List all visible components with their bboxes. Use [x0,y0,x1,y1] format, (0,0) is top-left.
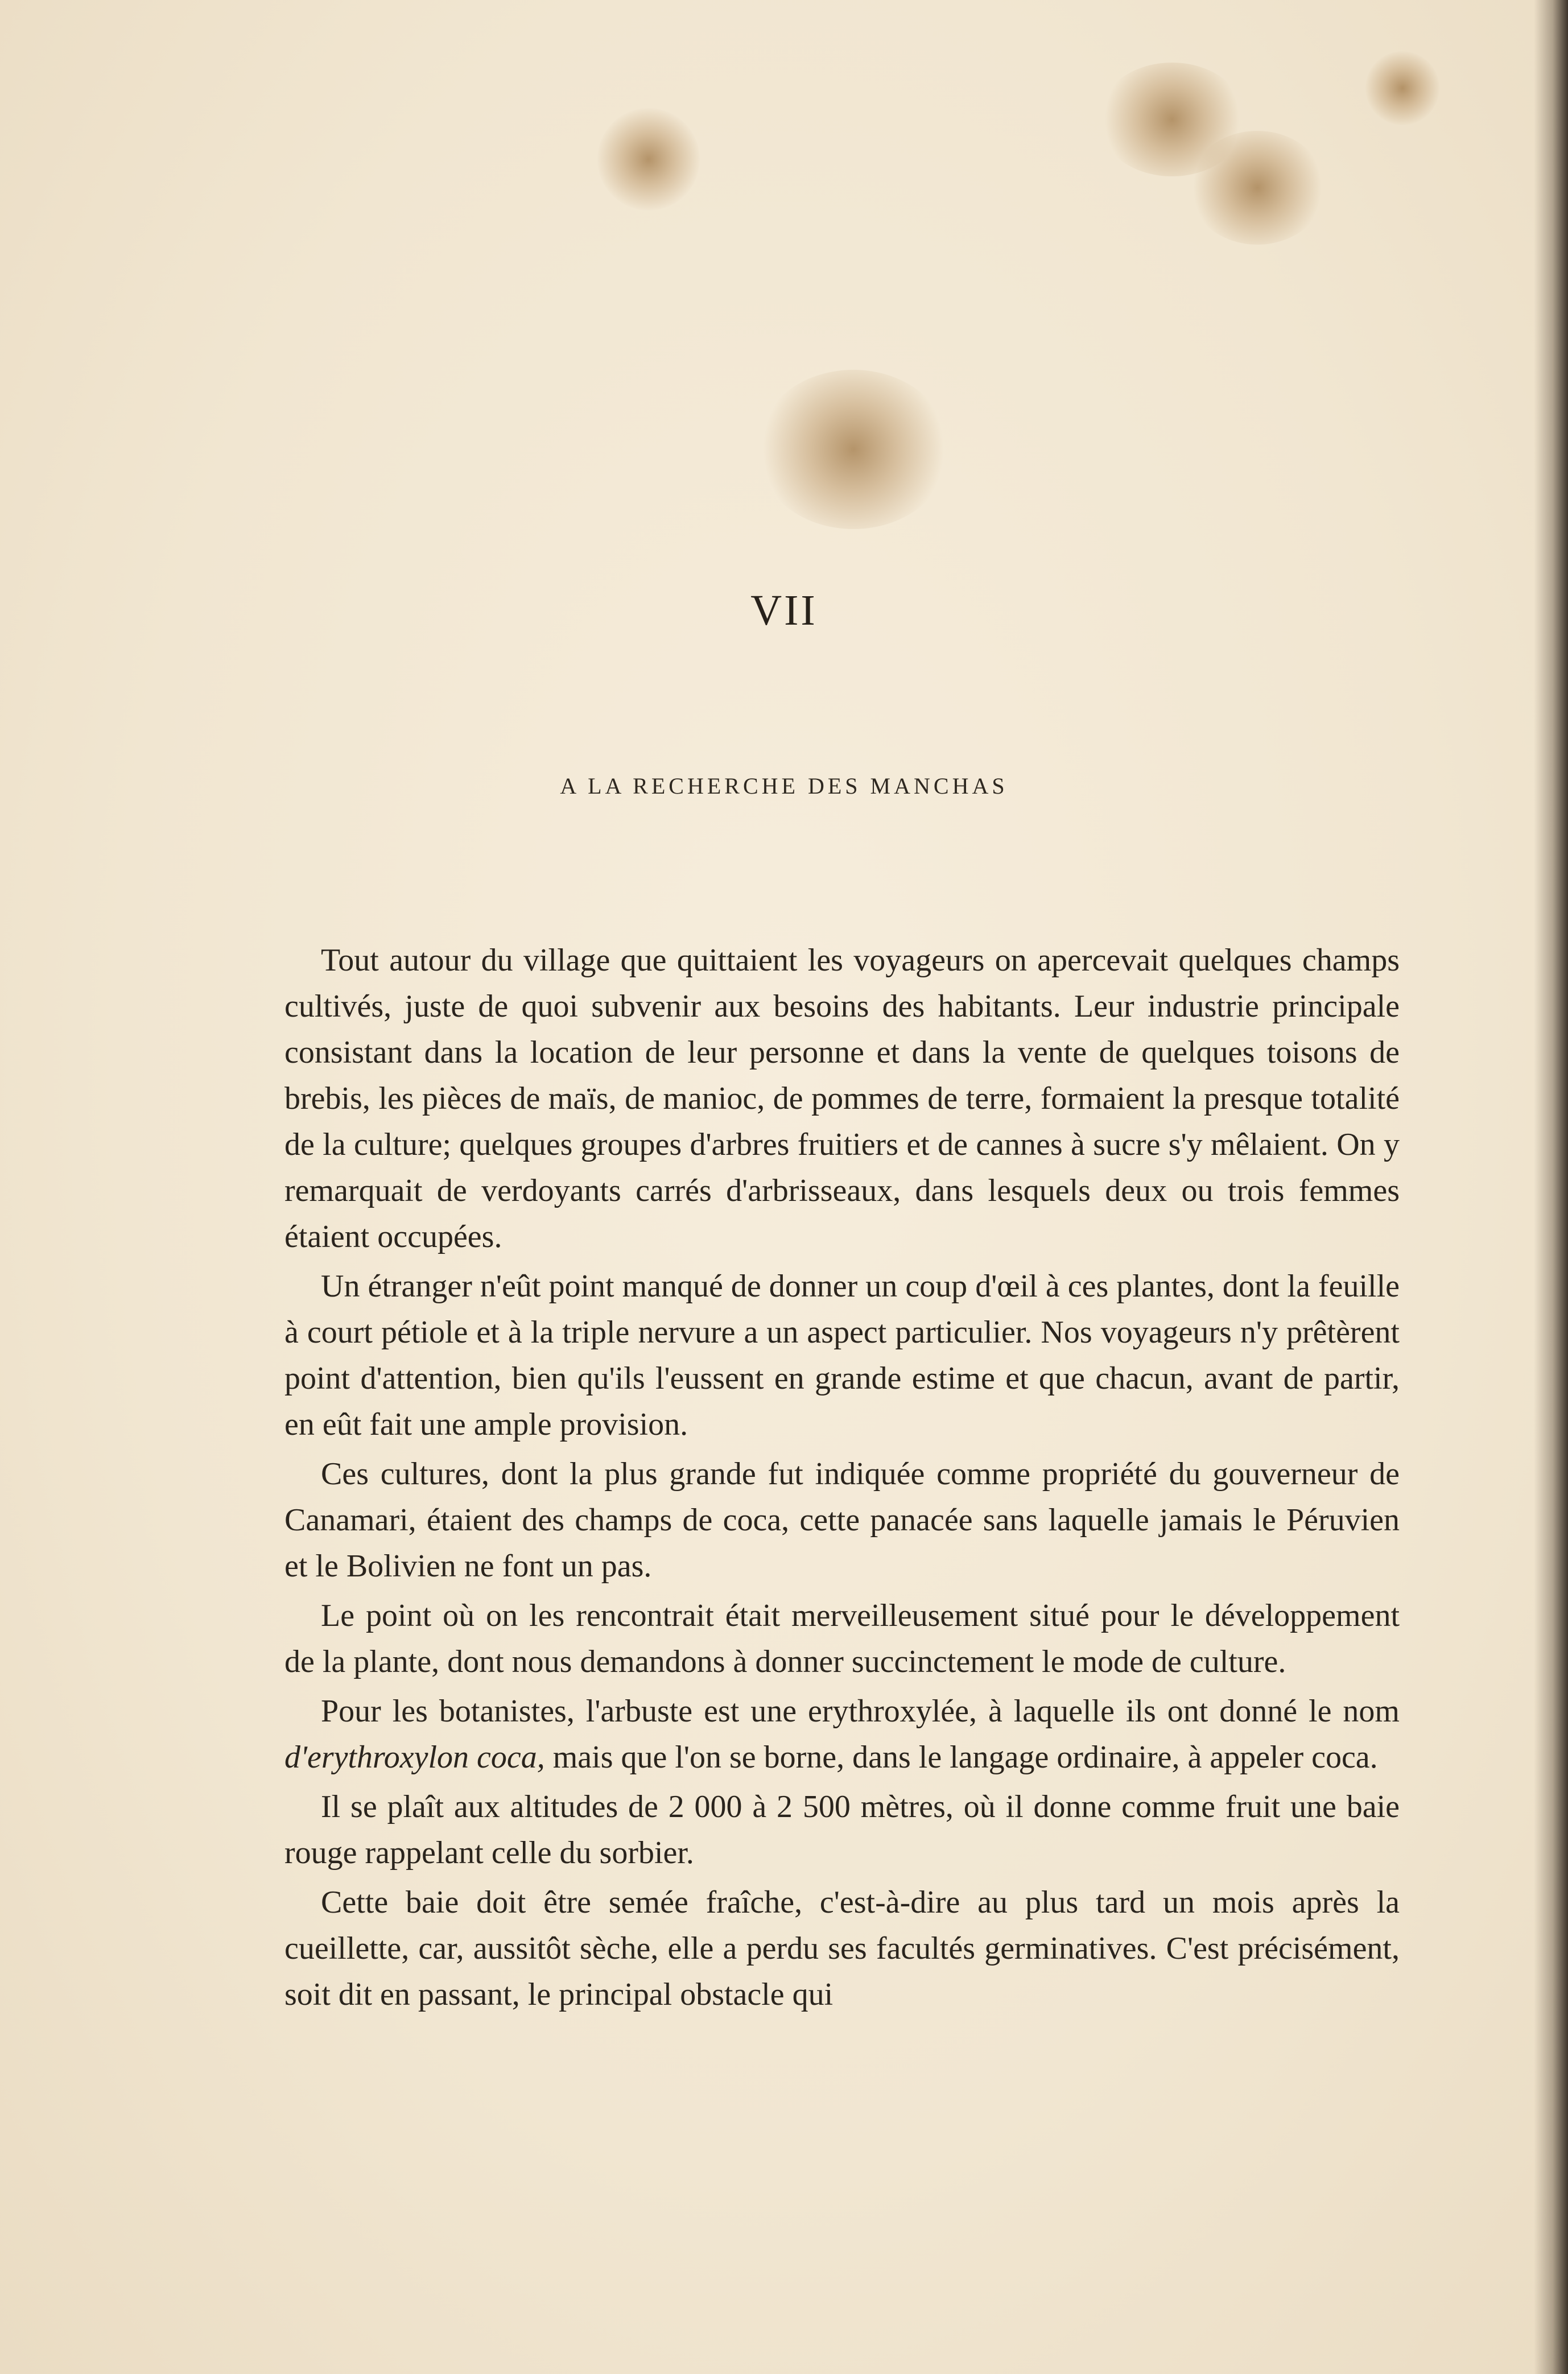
paragraph: Ces cultures, dont la plus grande fut indiquée comme propriété du gouverneur de Canamari, étaient des champs de coca, cette panacée sans laquelle jamais le Péruvien et le Bolivien ne font un pas. [284,1456,1400,1584]
foxing-stain [597,108,700,210]
foxing-stain [1189,131,1326,245]
paragraph: Tout autour du village que quittaient les voyageurs on apercevait quelques champs cultivés, juste de quoi subvenir aux besoins des habitants. Leur industrie principale consistant dans la location de leur personne et dans la vente de quelques toisons de brebis, les pièces de maïs, de manioc, de pommes de terre, formaient la presque totalité de la culture; quelques groupes d'arbres fruitiers et de cannes à sucre s'y mêlaient. On y remarquait de verdoyants carrés d'arbrisseaux, dans lesquels deux ou trois femmes étaient occupées. [284,943,1400,1254]
foxing-stain [1365,51,1439,125]
page-edge-shadow [1534,0,1568,2374]
body-text [284,938,1400,2021]
paragraph-text: mais que l'on se borne, dans le langage ordinaire, à appeler coca. [544,1740,1378,1775]
chapter-title: A LA RECHERCHE DES MANCHAS [560,773,1008,799]
paragraph-text: Pour les botanistes, l'arbuste est une erythroxylée, à laquelle ils ont donné le nom [321,1694,1400,1729]
paragraph: Cette baie doit être semée fraîche, c'est-à-dire au plus tard un mois après la cueillette, car, aussitôt sèche, elle a perdu ses facultés germinatives. C'est précisément, soit dit en passant, le principal obstacle qui [284,1885,1400,2012]
italic-latin-name: d'erythroxylon coca, [284,1740,545,1775]
paragraph [284,1688,1400,1781]
paragraph: Il se plaît aux altitudes de 2 000 à 2 500 mètres, où il donne comme fruit une baie rouge rappelant celle du sorbier. [284,1789,1400,1871]
chapter-number: VII [750,587,818,634]
foxing-stain [757,370,950,529]
paragraph: Un étranger n'eût point manqué de donner un coup d'œil à ces plantes, dont la feuille à court pétiole et à la triple nervure a un aspect particulier. Nos voyageurs n'y prêtèrent point d'attention, bien qu'ils l'eussent en grande estime et que chacun, avant de partir, en eût fait une ample provision. [284,1269,1400,1442]
paragraph: Le point où on les rencontrait était merveilleusement situé pour le développement de la plante, dont nous demandons à donner succinctement le mode de culture. [284,1598,1400,1679]
